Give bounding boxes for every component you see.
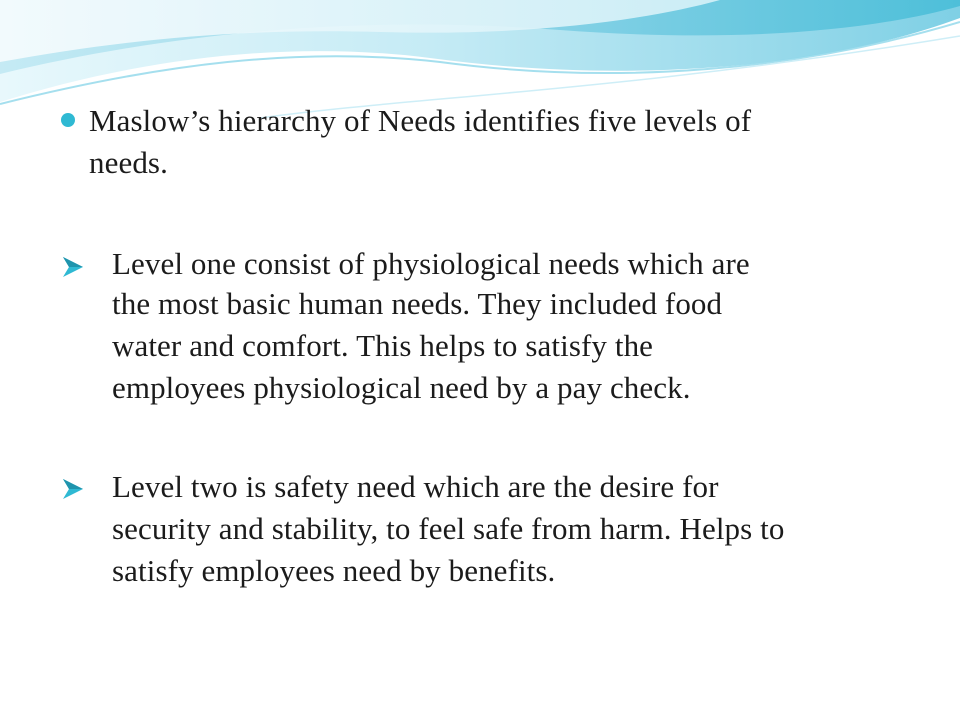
level-two-line-3: satisfy employees need by benefits. (112, 553, 556, 588)
level-one-line-4: employees physiological need by a pay check. (112, 370, 691, 405)
level-one-line-3: water and comfort. This helps to satisfy the (112, 328, 654, 363)
round-dot-icon (61, 113, 75, 127)
intro-line-2: needs. (89, 145, 168, 180)
arrow-head-icon (60, 254, 86, 280)
level-two-line-1: Level two is safety need which are the desire for (112, 469, 719, 504)
intro-line-1: Maslow’s hierarchy of Needs identifies five levels of (89, 103, 752, 138)
level-one-line-1: Level one consist of physiological needs which are (112, 246, 750, 281)
arrow-head-icon (60, 476, 86, 502)
level-two-line-2: security and stability, to feel safe from harm. Helps to (112, 511, 785, 546)
level-one-line-2: the most basic human needs. They included food (112, 286, 723, 321)
